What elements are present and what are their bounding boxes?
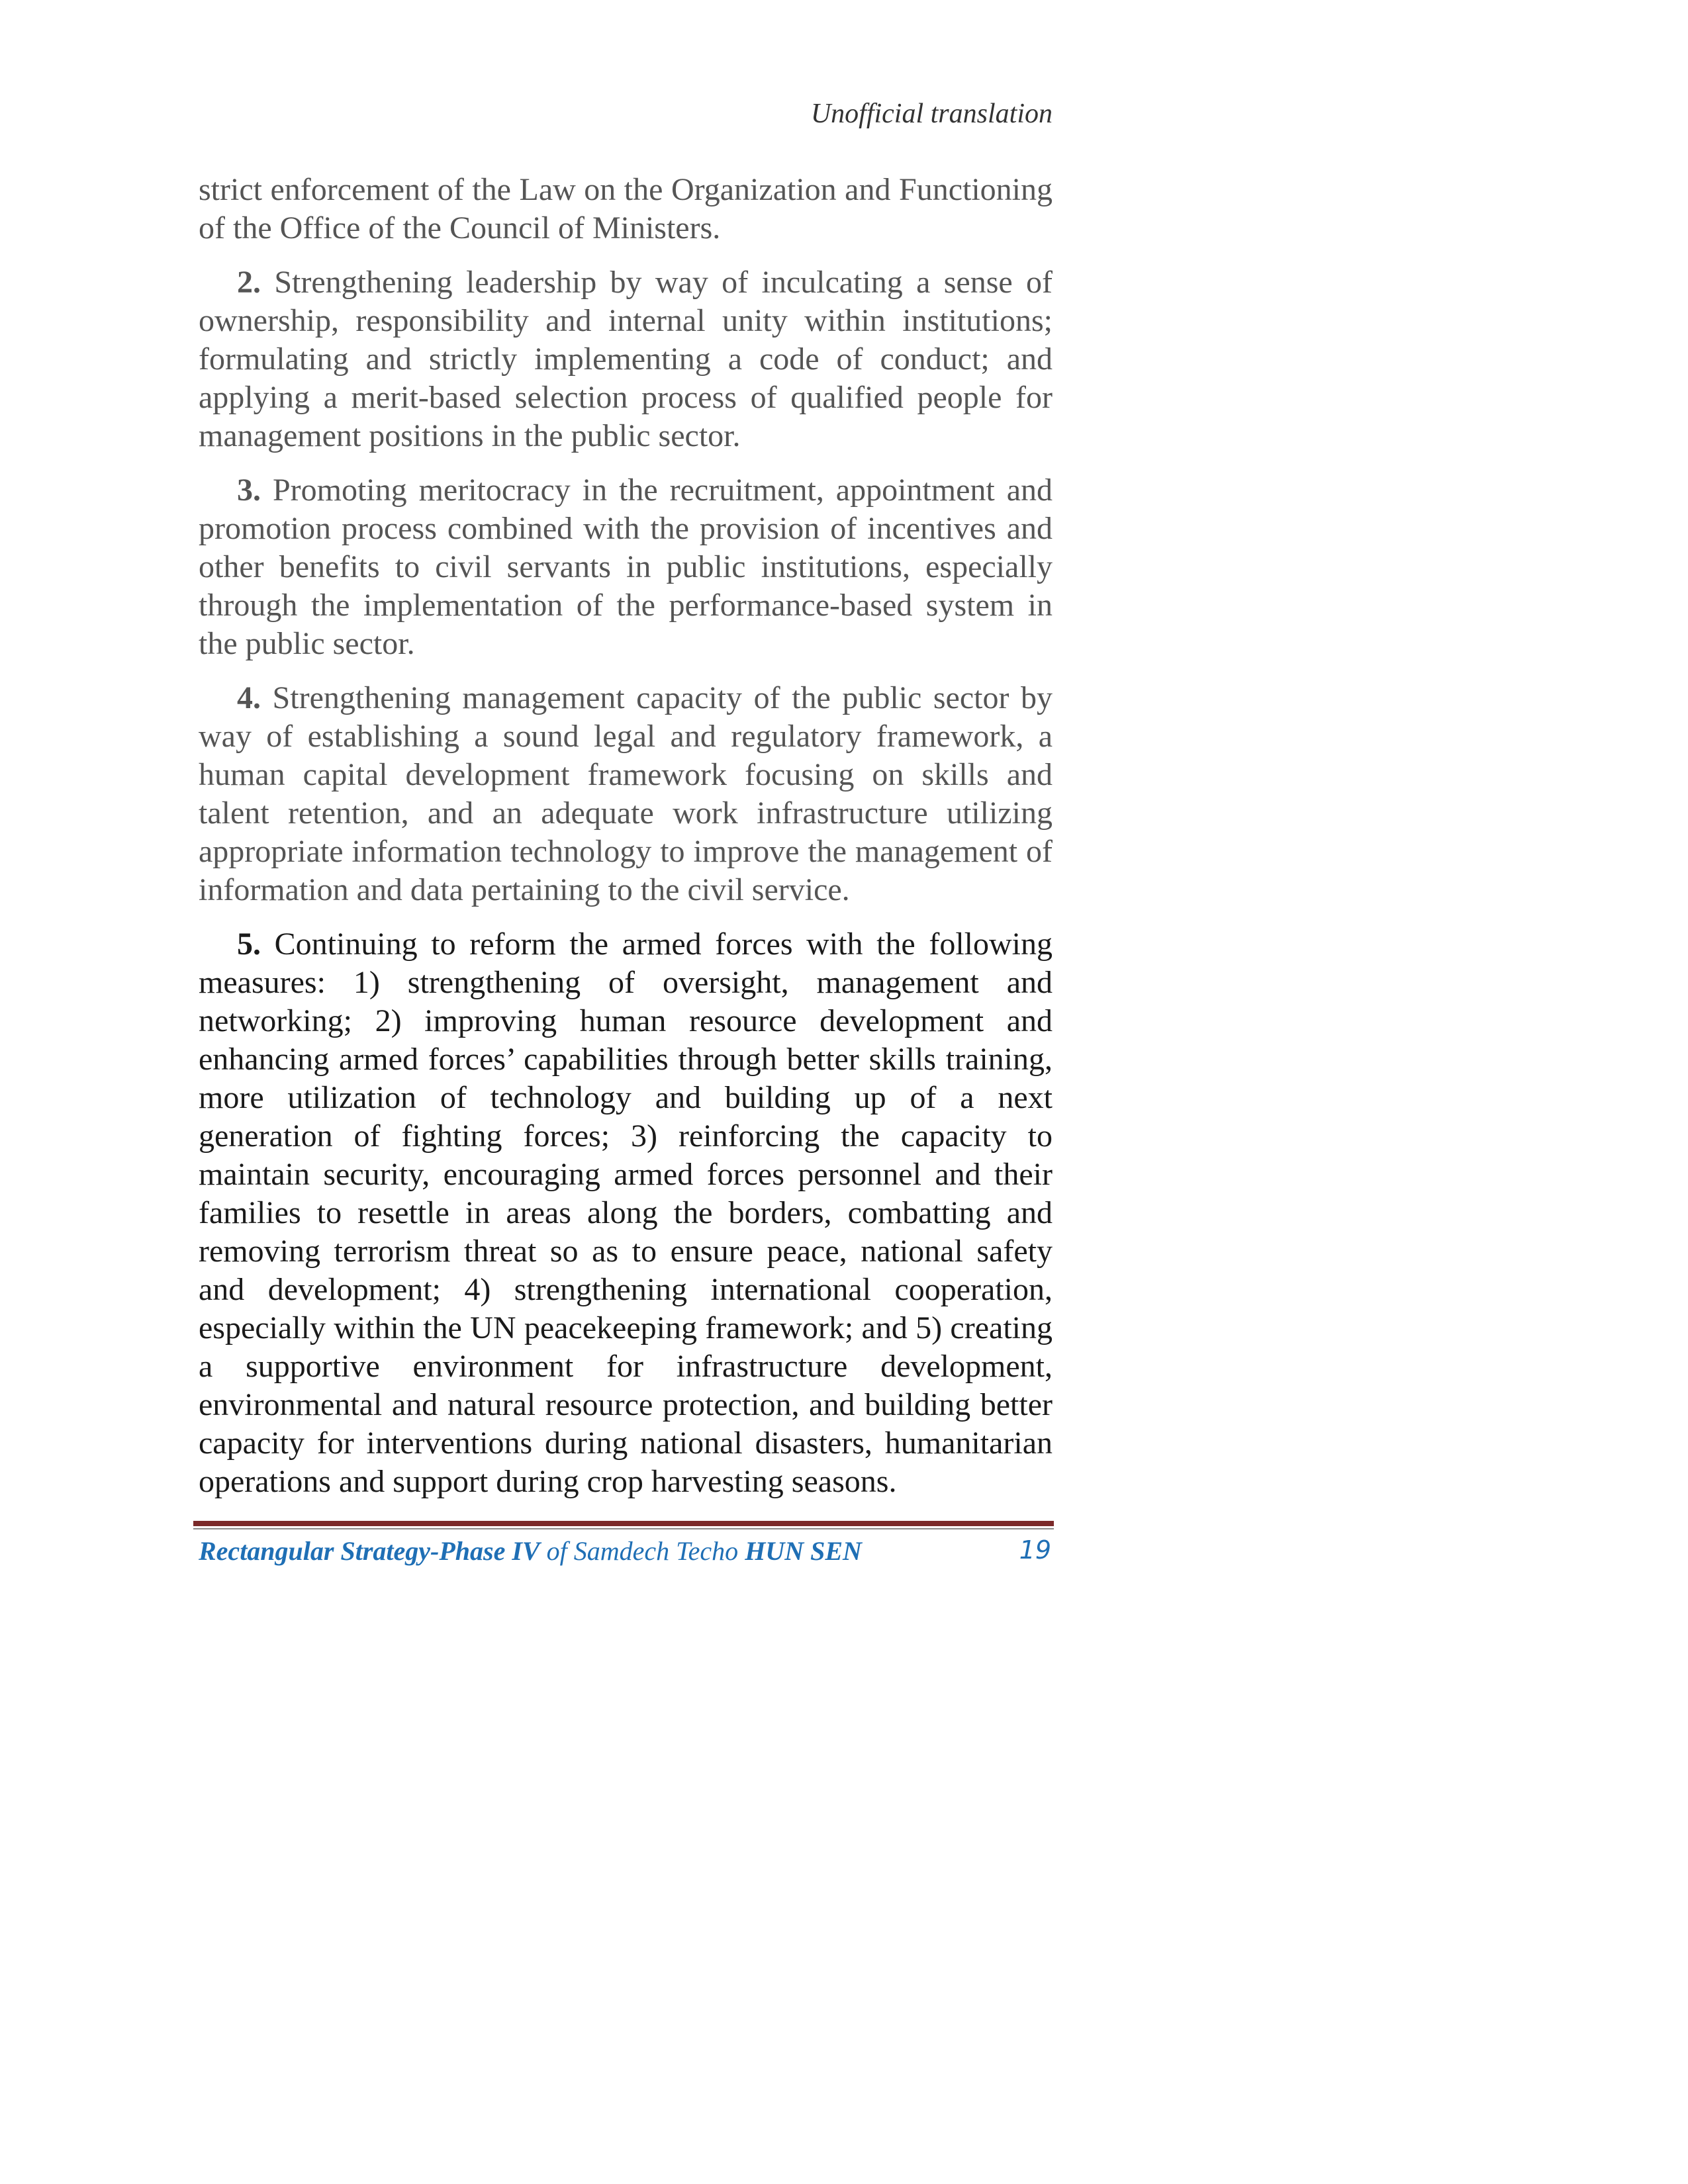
opening-paragraph: strict enforcement of the Law on the Organization and Functioning of the Office of the Council of Ministers.	[199, 172, 1053, 246]
item-text: Strengthening leadership by way of inculcating a sense of ownership, responsibility and internal unity within institutions; formulating and strictly implementing a code of conduct; and applying a merit-based selection process of qualified people for management positions in the public sector.	[199, 265, 1053, 453]
footer-title-name: HUN SEN	[745, 1536, 862, 1566]
list-item-3	[199, 471, 1053, 663]
item-text: Strengthening management capacity of the public sector by way of establishing a sound legal and regulatory framework, a human capital development framework focusing on skills and talent retention, and an adequate work infrastructure utilizing appropriate information technology to improve the management of information and data pertaining to the civil service.	[199, 680, 1053, 907]
item-number: 4.	[237, 680, 261, 715]
list-item-2	[199, 263, 1053, 455]
footer-divider-thick	[193, 1521, 1054, 1526]
page-footer	[199, 1535, 1053, 1575]
body-text	[199, 171, 1053, 1517]
page-number: 19	[1019, 1535, 1051, 1565]
item-number: 5.	[237, 927, 261, 962]
item-number: 2.	[237, 265, 261, 300]
item-number: 3.	[237, 473, 261, 508]
item-text: Promoting meritocracy in the recruitment, appointment and promotion process combined with the provision of incentives and other benefits to civil servants in public institutions, especially through the implementation of the performance-based system in the public sector.	[199, 473, 1053, 661]
item-text: Continuing to reform the armed forces with the following measures: 1) strengthening of oversight, management and networking; 2) improving human resource development and enhancing armed forces’ capabilities through better skills training, more utilization of technology and building up of a next generation of fighting forces; 3) reinforcing the capacity to maintain security, encouraging armed forces personnel and their families to resettle in areas along the borders, combatting and removing terrorism threat so as to ensure peace, national safety and development; 4) strengthening international cooperation, especially within the UN peacekeeping framework; and 5) creating a supportive environment for infrastructure development, environmental and natural resource protection, and building better capacity for interventions during national disasters, humanitarian operations and support during crop harvesting seasons.	[199, 927, 1053, 1499]
footer-title	[199, 1535, 862, 1567]
list-item-5	[199, 925, 1053, 1501]
unofficial-translation-note: Unofficial translation	[810, 99, 1053, 129]
footer-title-strategy: Rectangular Strategy-Phase IV	[199, 1536, 540, 1566]
list-item-4	[199, 679, 1053, 909]
footer-divider-thin	[193, 1528, 1054, 1529]
footer-title-of: of Samdech Techo	[539, 1536, 745, 1566]
footer-divider	[193, 1521, 1054, 1530]
